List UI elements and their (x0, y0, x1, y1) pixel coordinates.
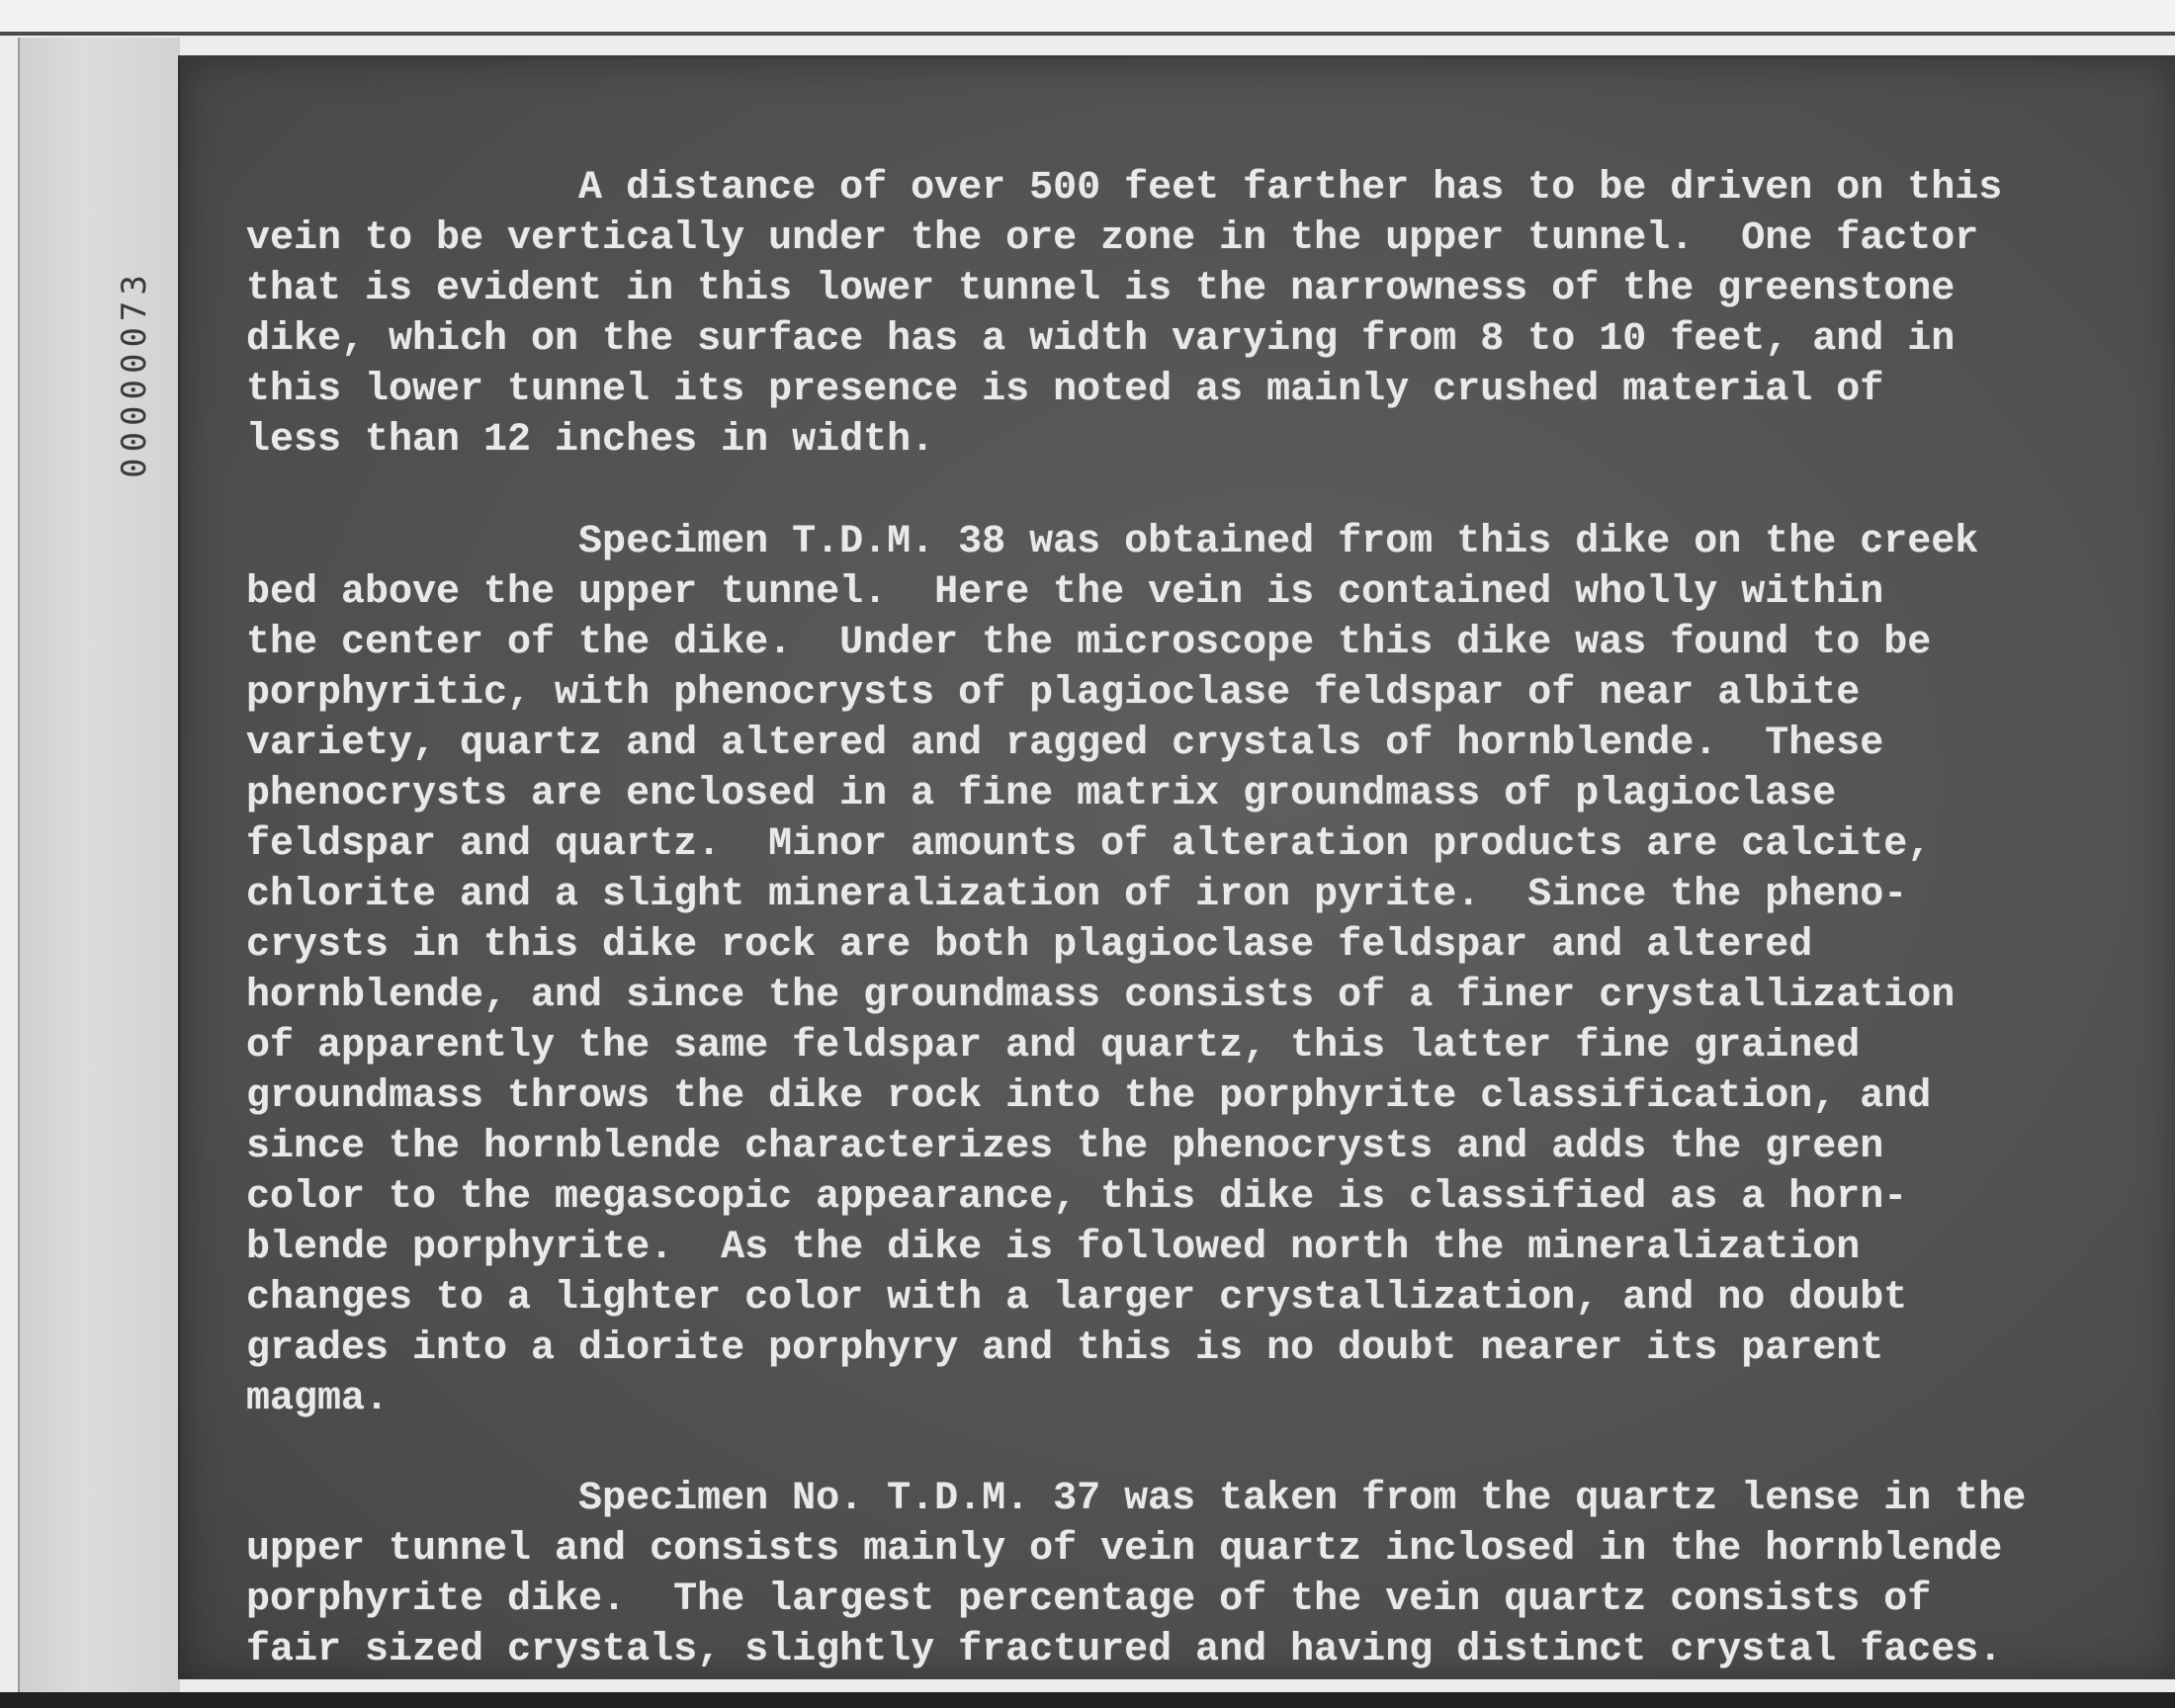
typed-page (178, 55, 2175, 1679)
scan-bottom-border (0, 1692, 2175, 1708)
paragraph-3: Specimen No. T.D.M. 37 was taken from the quartz lense in the upper tunnel and consists mainly of vein quartz inclosed in the hornblende porphyrite dike. The largest percentage of the vein quartz consists of fair sized crystals, slightly fractured and having distinct crystal faces. (246, 1477, 2027, 1672)
film-margin (18, 38, 180, 1698)
paragraph-2: Specimen T.D.M. 38 was obtained from this dike on the creek bed above the upper tunnel. Here the vein is contained wholly within the center of the dike. Under the microscope this dike was found to be porphyritic, with phenocrysts of plagioclase feldspar of near albite variety, quartz and altered and ragged crystals of hornblende. These phenocrysts are enclosed in a fine matrix groundmass of plagioclase feldspar and quartz. Minor amounts of alteration products are calcite, chlorite and a slight mineralization of iron pyrite. Since the pheno- crysts in this dike rock are both plagioclase feldspar and altered hornblende, and since the groundmass consists of a finer crystallization of apparently the same feldspar and quartz, this latter fine grained groundmass throws the dike rock into the porphyrite classification, and since the hornblende characterizes the phenocrysts and adds the green color to the megascopic appearance, this dike is classified as a horn- blende porphyrite. As the dike is followed north the mineralization changes to a lighter color with a larger crystallization, and no doubt grades into a diorite porphyry and this is no doubt nearer its parent magma. (246, 520, 1979, 1421)
scan-top-border (0, 0, 2175, 36)
paragraph-1: A distance of over 500 feet farther has to be driven on this vein to be vertically under the ore zone in the upper tunnel. One factor that is evident in this lower tunnel is the narrowness of the greenstone dike, which on the surface has a width varying from 8 to 10 feet, and in this lower tunnel its presence is noted as mainly crushed material of less than 12 inches in width. (246, 166, 2003, 463)
frame-number: 00000073 (115, 269, 154, 478)
